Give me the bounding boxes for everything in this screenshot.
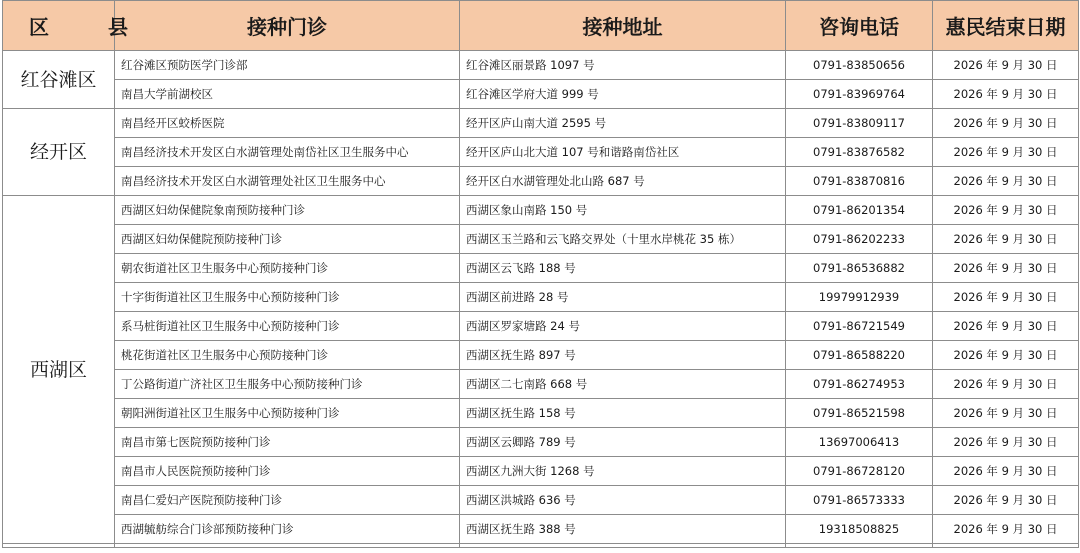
table-row <box>3 138 1079 167</box>
phone-cell: 0791-83809117 <box>786 109 933 138</box>
address-cell: 西湖区九洲大街 1268 号 <box>460 457 786 486</box>
phone-cell: 0791-86202233 <box>786 225 933 254</box>
empty-cell <box>786 544 933 548</box>
table-row <box>3 225 1079 254</box>
table-body <box>3 51 1079 548</box>
phone-cell: 19979912939 <box>786 283 933 312</box>
address-cell: 经开区庐山北大道 107 号和谐路南岱社区 <box>460 138 786 167</box>
date-cell: 2026 年 9 月 30 日 <box>933 109 1079 138</box>
date-cell: 2026 年 9 月 30 日 <box>933 196 1079 225</box>
clinic-cell: 南昌经济技术开发区白水湖管理处南岱社区卫生服务中心 <box>115 138 460 167</box>
date-cell: 2026 年 9 月 30 日 <box>933 370 1079 399</box>
address-cell: 西湖区罗家塘路 24 号 <box>460 312 786 341</box>
date-cell: 2026 年 9 月 30 日 <box>933 399 1079 428</box>
date-cell: 2026 年 9 月 30 日 <box>933 486 1079 515</box>
district-cell: 西湖区 <box>3 196 115 544</box>
phone-cell: 0791-83870816 <box>786 167 933 196</box>
phone-cell: 0791-83876582 <box>786 138 933 167</box>
phone-cell: 0791-86721549 <box>786 312 933 341</box>
empty-cell <box>460 544 786 548</box>
table-row <box>3 283 1079 312</box>
empty-cell <box>3 544 115 548</box>
address-cell: 西湖区抚生路 388 号 <box>460 515 786 544</box>
header-address: 接种地址 <box>460 1 786 51</box>
district-cell: 红谷滩区 <box>3 51 115 109</box>
clinic-cell: 南昌大学前湖校区 <box>115 80 460 109</box>
clinic-cell: 桃花街道社区卫生服务中心预防接种门诊 <box>115 341 460 370</box>
phone-cell: 0791-83969764 <box>786 80 933 109</box>
clinic-cell: 朝农街道社区卫生服务中心预防接种门诊 <box>115 254 460 283</box>
phone-cell: 0791-86728120 <box>786 457 933 486</box>
phone-cell: 0791-86588220 <box>786 341 933 370</box>
table-row <box>3 80 1079 109</box>
clinic-cell: 朝阳洲街道社区卫生服务中心预防接种门诊 <box>115 399 460 428</box>
clinic-cell: 西湖区妇幼保健院预防接种门诊 <box>115 225 460 254</box>
address-cell: 红谷滩区学府大道 999 号 <box>460 80 786 109</box>
phone-cell: 19318508825 <box>786 515 933 544</box>
table-row <box>3 399 1079 428</box>
address-cell: 西湖区洪城路 636 号 <box>460 486 786 515</box>
clinic-cell: 西湖毓舫综合门诊部预防接种门诊 <box>115 515 460 544</box>
table-row <box>3 341 1079 370</box>
table-row <box>3 515 1079 544</box>
date-cell: 2026 年 9 月 30 日 <box>933 51 1079 80</box>
date-cell: 2026 年 9 月 30 日 <box>933 254 1079 283</box>
clinic-cell: 南昌市第七医院预防接种门诊 <box>115 428 460 457</box>
header-clinic: 接种门诊 <box>115 1 460 51</box>
phone-cell: 0791-86573333 <box>786 486 933 515</box>
phone-cell: 0791-86536882 <box>786 254 933 283</box>
table-row <box>3 254 1079 283</box>
empty-cell <box>115 544 460 548</box>
clinic-cell: 南昌经开区蛟桥医院 <box>115 109 460 138</box>
empty-cell <box>933 544 1079 548</box>
header-row <box>3 1 1079 51</box>
vaccination-clinic-table <box>2 0 1079 548</box>
table-row <box>3 196 1079 225</box>
address-cell: 西湖区云卿路 789 号 <box>460 428 786 457</box>
date-cell: 2026 年 9 月 30 日 <box>933 341 1079 370</box>
phone-cell: 0791-83850656 <box>786 51 933 80</box>
phone-cell: 0791-86274953 <box>786 370 933 399</box>
date-cell: 2026 年 9 月 30 日 <box>933 312 1079 341</box>
table-row <box>3 312 1079 341</box>
address-cell: 西湖区抚生路 158 号 <box>460 399 786 428</box>
clinic-cell: 丁公路街道广济社区卫生服务中心预防接种门诊 <box>115 370 460 399</box>
date-cell: 2026 年 9 月 30 日 <box>933 515 1079 544</box>
header-district: 区 县 <box>3 1 115 51</box>
address-cell: 经开区白水湖管理处北山路 687 号 <box>460 167 786 196</box>
table-row <box>3 167 1079 196</box>
date-cell: 2026 年 9 月 30 日 <box>933 80 1079 109</box>
address-cell: 西湖区象山南路 150 号 <box>460 196 786 225</box>
clinic-cell: 南昌仁爱妇产医院预防接种门诊 <box>115 486 460 515</box>
clinic-cell: 系马桩街道社区卫生服务中心预防接种门诊 <box>115 312 460 341</box>
table-header <box>3 1 1079 51</box>
clinic-cell: 南昌经济技术开发区白水湖管理处社区卫生服务中心 <box>115 167 460 196</box>
table-row <box>3 51 1079 80</box>
date-cell: 2026 年 9 月 30 日 <box>933 167 1079 196</box>
date-cell: 2026 年 9 月 30 日 <box>933 428 1079 457</box>
date-cell: 2026 年 9 月 30 日 <box>933 138 1079 167</box>
address-cell: 西湖区抚生路 897 号 <box>460 341 786 370</box>
header-phone: 咨询电话 <box>786 1 933 51</box>
date-cell: 2026 年 9 月 30 日 <box>933 457 1079 486</box>
clinic-cell: 西湖区妇幼保健院象南预防接种门诊 <box>115 196 460 225</box>
clinic-cell: 南昌市人民医院预防接种门诊 <box>115 457 460 486</box>
address-cell: 红谷滩区丽景路 1097 号 <box>460 51 786 80</box>
address-cell: 西湖区玉兰路和云飞路交界处（十里水岸桃花 35 栋） <box>460 225 786 254</box>
address-cell: 西湖区前进路 28 号 <box>460 283 786 312</box>
phone-cell: 0791-86201354 <box>786 196 933 225</box>
district-cell: 经开区 <box>3 109 115 196</box>
table-row <box>3 370 1079 399</box>
table-row <box>3 457 1079 486</box>
header-end-date: 惠民结束日期 <box>933 1 1079 51</box>
table-row <box>3 428 1079 457</box>
date-cell: 2026 年 9 月 30 日 <box>933 283 1079 312</box>
date-cell: 2026 年 9 月 30 日 <box>933 225 1079 254</box>
address-cell: 西湖区云飞路 188 号 <box>460 254 786 283</box>
table-row <box>3 109 1079 138</box>
address-cell: 经开区庐山南大道 2595 号 <box>460 109 786 138</box>
clinic-cell: 红谷滩区预防医学门诊部 <box>115 51 460 80</box>
address-cell: 西湖区二七南路 668 号 <box>460 370 786 399</box>
table-row <box>3 486 1079 515</box>
clinic-cell: 十字街街道社区卫生服务中心预防接种门诊 <box>115 283 460 312</box>
phone-cell: 13697006413 <box>786 428 933 457</box>
table-row-partial <box>3 544 1079 548</box>
phone-cell: 0791-86521598 <box>786 399 933 428</box>
